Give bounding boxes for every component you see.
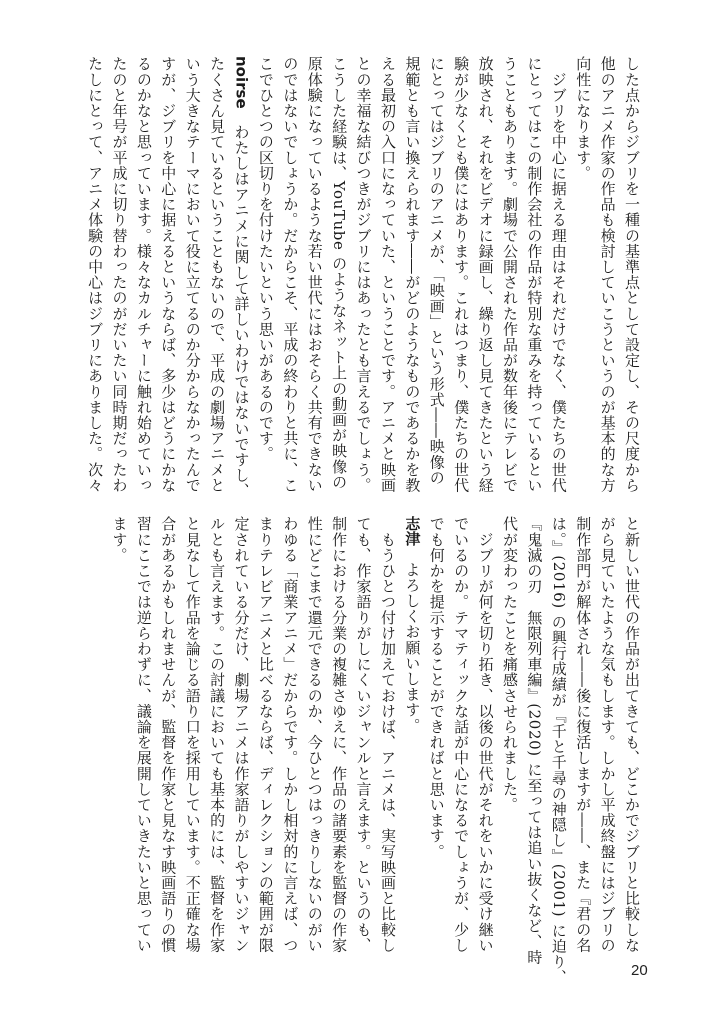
lower-text-block: [107, 516, 644, 985]
line-text: ジブリを中心に据える理由はそれだけでなく、僕たちの世代: [549, 56, 568, 493]
line-text: まりテレビアニメと比べるならば、ディレクションの範囲が限: [256, 516, 275, 953]
text-line: [400, 516, 424, 956]
line-text: との幸福な結びつきがジブリにはあったとも言えるでしょう。: [354, 56, 373, 493]
line-text: 放映され、それをビデオに録画し、繰り返し見てきたという経: [476, 56, 495, 493]
line-text: は。』(2016) の興行成績が『千と千尋の神隠し』(2001) に迫り、: [549, 516, 568, 985]
upper-text-block: [83, 56, 644, 499]
text-line: [473, 516, 497, 956]
line-text: こでひとつの区切りを付けたいという思いがあるのです。: [256, 56, 275, 462]
text-line: [278, 56, 302, 496]
line-text: 原体験になっているような若い世代にはおそらく共有できない: [305, 56, 324, 493]
line-text: 代が変わったことを痛感させられました。: [500, 516, 519, 813]
text-line: [229, 56, 253, 499]
line-text: にとってはこの制作会社の作品が特別な重みを持っているとい: [525, 56, 544, 493]
line-text: ます。: [110, 516, 129, 563]
text-line: [376, 516, 400, 956]
text-line: [595, 56, 619, 496]
text-line: [327, 516, 351, 956]
text-line: [620, 516, 644, 956]
line-text: ても、作家語りがしにくいジャンルと言えます。というのも、: [354, 516, 373, 953]
text-line: [473, 56, 497, 496]
text-line: [205, 516, 229, 956]
text-line: [351, 56, 375, 496]
line-text: こうした経験は、YouTube のようなネット上の動画が映像の: [330, 56, 349, 490]
text-line: [254, 56, 278, 496]
line-text: わゆる「商業アニメ」だからです。しかし相対的に言えば、つ: [281, 516, 300, 953]
line-text: 制作における分業の複雑さゆえに、作品の諸要素を監督の作家: [330, 516, 349, 953]
line-text: 習にここでは逆らわずに、議論を展開していきたいと思ってい: [134, 516, 153, 953]
line-text: すが、ジブリを中心に据えるというならば、多少はどうにかな: [159, 56, 178, 493]
line-text: るのかなと思っています。様々なカルチャーに触れ始めていっ: [134, 56, 153, 493]
text-line: [498, 56, 522, 496]
text-line: [205, 56, 229, 496]
line-text: のではないでしょうか。だからこそ、平成の終わりと共に、こ: [281, 56, 300, 493]
line-text: える最初の入口になっていた、ということです。アニメと映画: [378, 56, 397, 493]
text-line: [498, 516, 522, 956]
text-line: [595, 516, 619, 956]
page-number: 20: [631, 962, 648, 979]
text-line: [131, 516, 155, 956]
text-line: [620, 56, 644, 496]
line-text: でも何かを提示することができればと思います。: [427, 516, 446, 860]
line-text: 向性になります。: [574, 56, 593, 181]
line-text: いう大きなテーマにおいて役に立てるのか分からなかったんで: [183, 56, 202, 493]
text-line: [254, 516, 278, 956]
text-line: [546, 56, 570, 496]
text-line: [571, 56, 595, 496]
line-text: 制作部門が解体され――後に復活しますが――、また『君の名: [574, 516, 593, 953]
text-line: [351, 516, 375, 956]
text-line: [571, 516, 595, 956]
line-text: がら見ていたような気もします。しかし平成終盤にはジブリの: [598, 516, 617, 953]
line-text: 他のアニメ作家の作品も検討していこうというのが基本的な方: [598, 56, 617, 493]
line-text: した点からジブリを一種の基準点として設定し、その尺度から: [623, 56, 641, 493]
line-text: 『鬼滅の刃 無限列車編』(2020) に至っては追い抜くなど、時: [525, 516, 544, 965]
text-line: [131, 56, 155, 496]
line-text: たしにとって、アニメ体験の中心はジブリにありました。次々: [86, 56, 105, 493]
text-line: [522, 56, 546, 496]
text-line: [83, 56, 107, 496]
text-line: [327, 56, 351, 496]
text-line: [180, 56, 204, 496]
text-line: [449, 516, 473, 956]
text-line: [229, 516, 253, 956]
line-text: 性にどこまで還元できるのか、今ひとつはっきりしないのがい: [305, 516, 324, 953]
text-line: [424, 56, 448, 496]
text-line: [302, 516, 326, 956]
line-text: うこともあります。劇場で公開された作品が数年後にテレビで: [500, 56, 519, 493]
line-text: わたしはアニメに関して詳しいわけではないですし、: [232, 124, 251, 499]
speaker-name: 志津: [403, 516, 422, 546]
line-text: にとってはジブリのアニメが、「映画」という形式――映像の: [427, 56, 446, 486]
text-line: [107, 516, 131, 956]
line-text: 験が少なくとも僕にはあります。これはつまり、僕たちの世代: [452, 56, 471, 493]
line-text: 規範とも言い換えられます――がどのようなものであるかを教: [403, 56, 422, 493]
line-text: 定されている分だけ、劇場アニメは作家語りがしやすいジャン: [232, 516, 251, 953]
text-line: [522, 516, 546, 965]
text-line: [278, 516, 302, 956]
text-line: [424, 516, 448, 956]
line-text: よろしくお願いします。: [403, 561, 422, 734]
text-line: [376, 56, 400, 496]
text-line: [180, 516, 204, 956]
line-text: と新しい世代の作品が出てきても、どこかでジブリと比較しな: [623, 516, 641, 953]
line-text: と見なして作品を論じる語り口を採用しています。不正確な場: [183, 516, 202, 953]
line-text: たのと年号が平成に切り替わったのがだいたい同時期だったわ: [110, 56, 129, 493]
text-line: [156, 516, 180, 956]
text-line: [546, 516, 570, 985]
text-line: [156, 56, 180, 496]
text-line: [302, 56, 326, 496]
text-line: [107, 56, 131, 496]
line-text: 合があるかもしれませんが、監督を作家と見なす映画語りの慣: [159, 516, 178, 953]
line-text: もうひとつ付け加えておけば、アニメは、実写映画と比較し: [378, 516, 397, 953]
line-text: たくさん見ているということもないので、平成の劇場アニメと: [208, 56, 227, 493]
speaker-name: noirse: [232, 56, 251, 109]
line-text: でいるのか。テマティックな話が中心になるでしょうが、少し: [452, 516, 471, 953]
text-line: [400, 56, 424, 496]
text-line: [449, 56, 473, 496]
line-text: ジブリが何を切り拓き、以後の世代がそれをいかに受け継い: [476, 516, 495, 953]
line-text: ルとも言えます。この討議においても基本的には、監督を作家: [208, 516, 227, 953]
